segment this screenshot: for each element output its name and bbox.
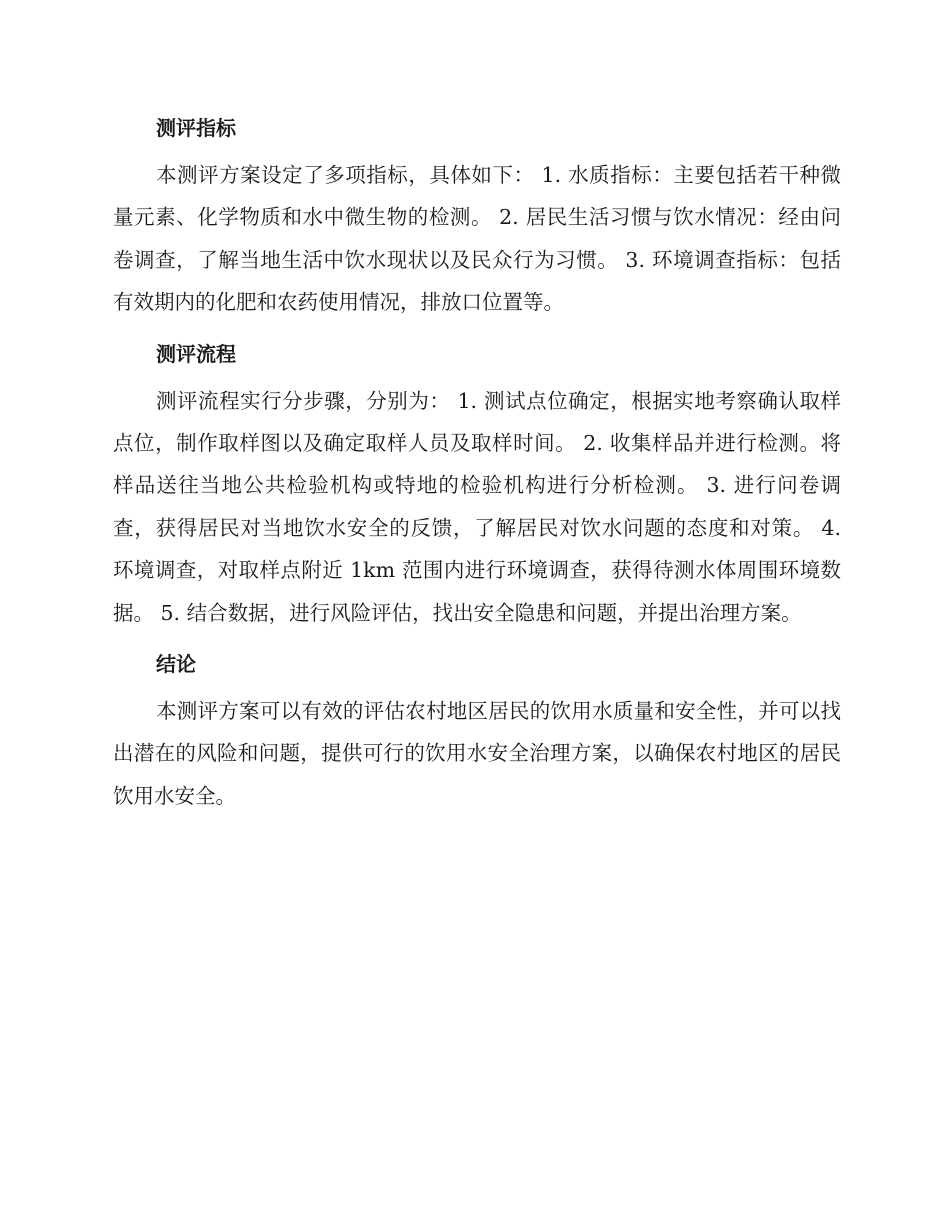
section-body-process: 测评流程实行分步骤，分别为： 1. 测试点位确定，根据实地考察确认取样点位，制作取样图以及确定取样人员及取样时间。 2. 收集样品并进行检测。将样品送往当地公共检验机构或特地的检验机构进行分析检测。 3. 进行问卷调查，获得居民对当地饮水安全的反馈，了解居民对饮水问题的态度和对策。 4. 环境调查，对取样点附近 1km 范围内进行环境调查，获得待测水体周围环境数据。 5. 结合数据，进行风险评估，找出安全隐患和问题，并提出治理方案。 bbox=[113, 388, 841, 625]
section-process bbox=[113, 334, 841, 634]
document-page bbox=[113, 108, 841, 827]
section-heading-indicators: 测评指标 bbox=[156, 116, 236, 140]
section-body-indicators: 本测评方案设定了多项指标，具体如下： 1. 水质指标：主要包括若干种微量元素、化学物质和水中微生物的检测。 2. 居民生活习惯与饮水情况：经由问卷调查，了解当地生活中饮水现状以及民众行为习惯。 3. 环境调查指标：包括有效期内的化肥和农药使用情况，排放口位置等。 bbox=[113, 163, 841, 315]
section-heading-process: 测评流程 bbox=[156, 341, 236, 366]
section-conclusion bbox=[113, 644, 841, 817]
section-body-conclusion: 本测评方案可以有效的评估农村地区居民的饮用水质量和安全性，并可以找出潜在的风险和问题，提供可行的饮用水安全治理方案，以确保农村地区的居民饮用水安全。 bbox=[113, 699, 841, 808]
section-indicators bbox=[113, 108, 841, 324]
section-heading-conclusion: 结论 bbox=[156, 652, 196, 677]
